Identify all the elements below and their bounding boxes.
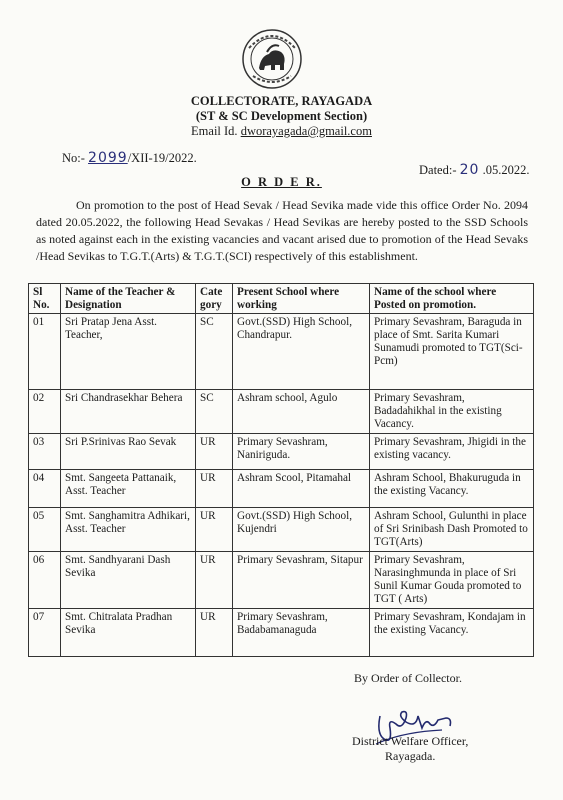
cell-sl: 07 [29, 609, 61, 657]
by-order-line: By Order of Collector. [354, 671, 462, 685]
cell-sl: 03 [29, 434, 61, 470]
table-row [29, 434, 534, 470]
cell-new-school: Primary Sevashram, Narasinghmunda in place of Sri Sunil Kumar Gouda promoted to TGT ( Arts) [370, 552, 534, 609]
cell-new-school: Primary Sevashram, Kondajam in the existing Vacancy. [370, 609, 534, 657]
header-present-school: Present School where working [233, 284, 370, 314]
cell-teacher: Sri P.Srinivas Rao Sevak [61, 434, 196, 470]
cell-category: UR [196, 552, 233, 609]
cell-present-school: Ashram school, Agulo [233, 390, 370, 434]
table-row [29, 470, 534, 508]
cell-new-school: Ashram School, Gulunthi in place of Sri Srinibash Dash Promoted to TGT(Arts) [370, 508, 534, 552]
header-category: Cate gory [196, 284, 233, 314]
header-teacher: Name of the Teacher & Designation [61, 284, 196, 314]
cell-teacher: Sri Pratap Jena Asst. Teacher, [61, 314, 196, 390]
cell-present-school: Primary Sevashram, Sitapur [233, 552, 370, 609]
cell-category: UR [196, 470, 233, 508]
cell-teacher: Smt. Chitralata Pradhan Sevika [61, 609, 196, 657]
cell-present-school: Govt.(SSD) High School, Kujendri [233, 508, 370, 552]
office-name: COLLECTORATE, RAYAGADA [190, 94, 373, 108]
cell-category: SC [196, 314, 233, 390]
posting-table [28, 283, 534, 657]
cell-new-school: Primary Sevashram, Jhigidi in the existing vacancy. [370, 434, 534, 470]
cell-teacher: Smt. Sandhyarani Dash Sevika [61, 552, 196, 609]
letterhead [0, 94, 563, 139]
cell-present-school: Govt.(SSD) High School, Chandrapur. [233, 314, 370, 390]
cell-teacher: Smt. Sanghamitra Adhikari, Asst. Teacher [61, 508, 196, 552]
table-header-row [29, 284, 534, 314]
cell-present-school: Primary Sevashram, Naniriguda. [233, 434, 370, 470]
cell-present-school: Ashram Scool, Pitamahal [233, 470, 370, 508]
cell-new-school: Primary Sevashram, Baraguda in place of Smt. Sarita Kumari Sunamudi promoted to TGT(Sci-Pcm) [370, 314, 534, 390]
email-label: Email Id. [191, 124, 238, 138]
email-line [0, 124, 563, 139]
order-number-prefix: No:- [62, 151, 85, 165]
table-row [29, 314, 534, 390]
signatory-block [352, 734, 468, 764]
signatory-place: Rayagada. [385, 749, 436, 763]
dated-prefix: Dated:- [419, 163, 457, 177]
cell-category: UR [196, 508, 233, 552]
order-title: O R D E R. [241, 175, 322, 189]
signatory-designation: District Welfare Officer, [352, 734, 469, 748]
table-row [29, 508, 534, 552]
table-row [29, 390, 534, 434]
cell-present-school: Primary Sevashram, Badabamanaguda [233, 609, 370, 657]
table-row [29, 552, 534, 609]
cell-sl: 05 [29, 508, 61, 552]
cell-teacher: Sri Chandrasekhar Behera [61, 390, 196, 434]
cell-teacher: Smt. Sangeeta Pattanaik, Asst. Teacher [61, 470, 196, 508]
table-row [29, 609, 534, 657]
order-number-handwritten: 2099 [88, 150, 128, 166]
cell-sl: 06 [29, 552, 61, 609]
email-address[interactable]: dworayagada@gmail.com [240, 124, 372, 138]
order-number-suffix: /XII-19/2022. [127, 151, 197, 165]
section-name: (ST & SC Development Section) [195, 109, 368, 123]
header-sl-no: Sl No. [29, 284, 61, 314]
dated-rest: .05.2022. [482, 163, 530, 177]
header-new-school: Name of the school where Posted on promotion. [370, 284, 534, 314]
cell-new-school: Ashram School, Bhakuruguda in the existing Vacancy. [370, 470, 534, 508]
cell-sl: 01 [29, 314, 61, 390]
cell-category: UR [196, 609, 233, 657]
cell-category: UR [196, 434, 233, 470]
order-body-paragraph: On promotion to the post of Head Sevak / Head Sevika made vide this office Order No. 2094 dated 20.05.2022, the following Head Sevakas / Head Sevikas are hereby posted to the SSD Schools as noted against each in the existing vacancies and vacant arised due to promotion of the Head Sevaks /Head Sevikas to T.G.T.(Arts) & T.G.T.(SCI) respectively of this establishment. [36, 198, 528, 263]
cell-category: SC [196, 390, 233, 434]
cell-sl: 04 [29, 470, 61, 508]
dated-day-handwritten: 20 [459, 162, 480, 178]
order-number-line [62, 150, 197, 166]
cell-new-school: Primary Sevashram, Badadahikhal in the existing Vacancy. [370, 390, 534, 434]
odisha-emblem-seal [239, 28, 305, 90]
cell-sl: 02 [29, 390, 61, 434]
